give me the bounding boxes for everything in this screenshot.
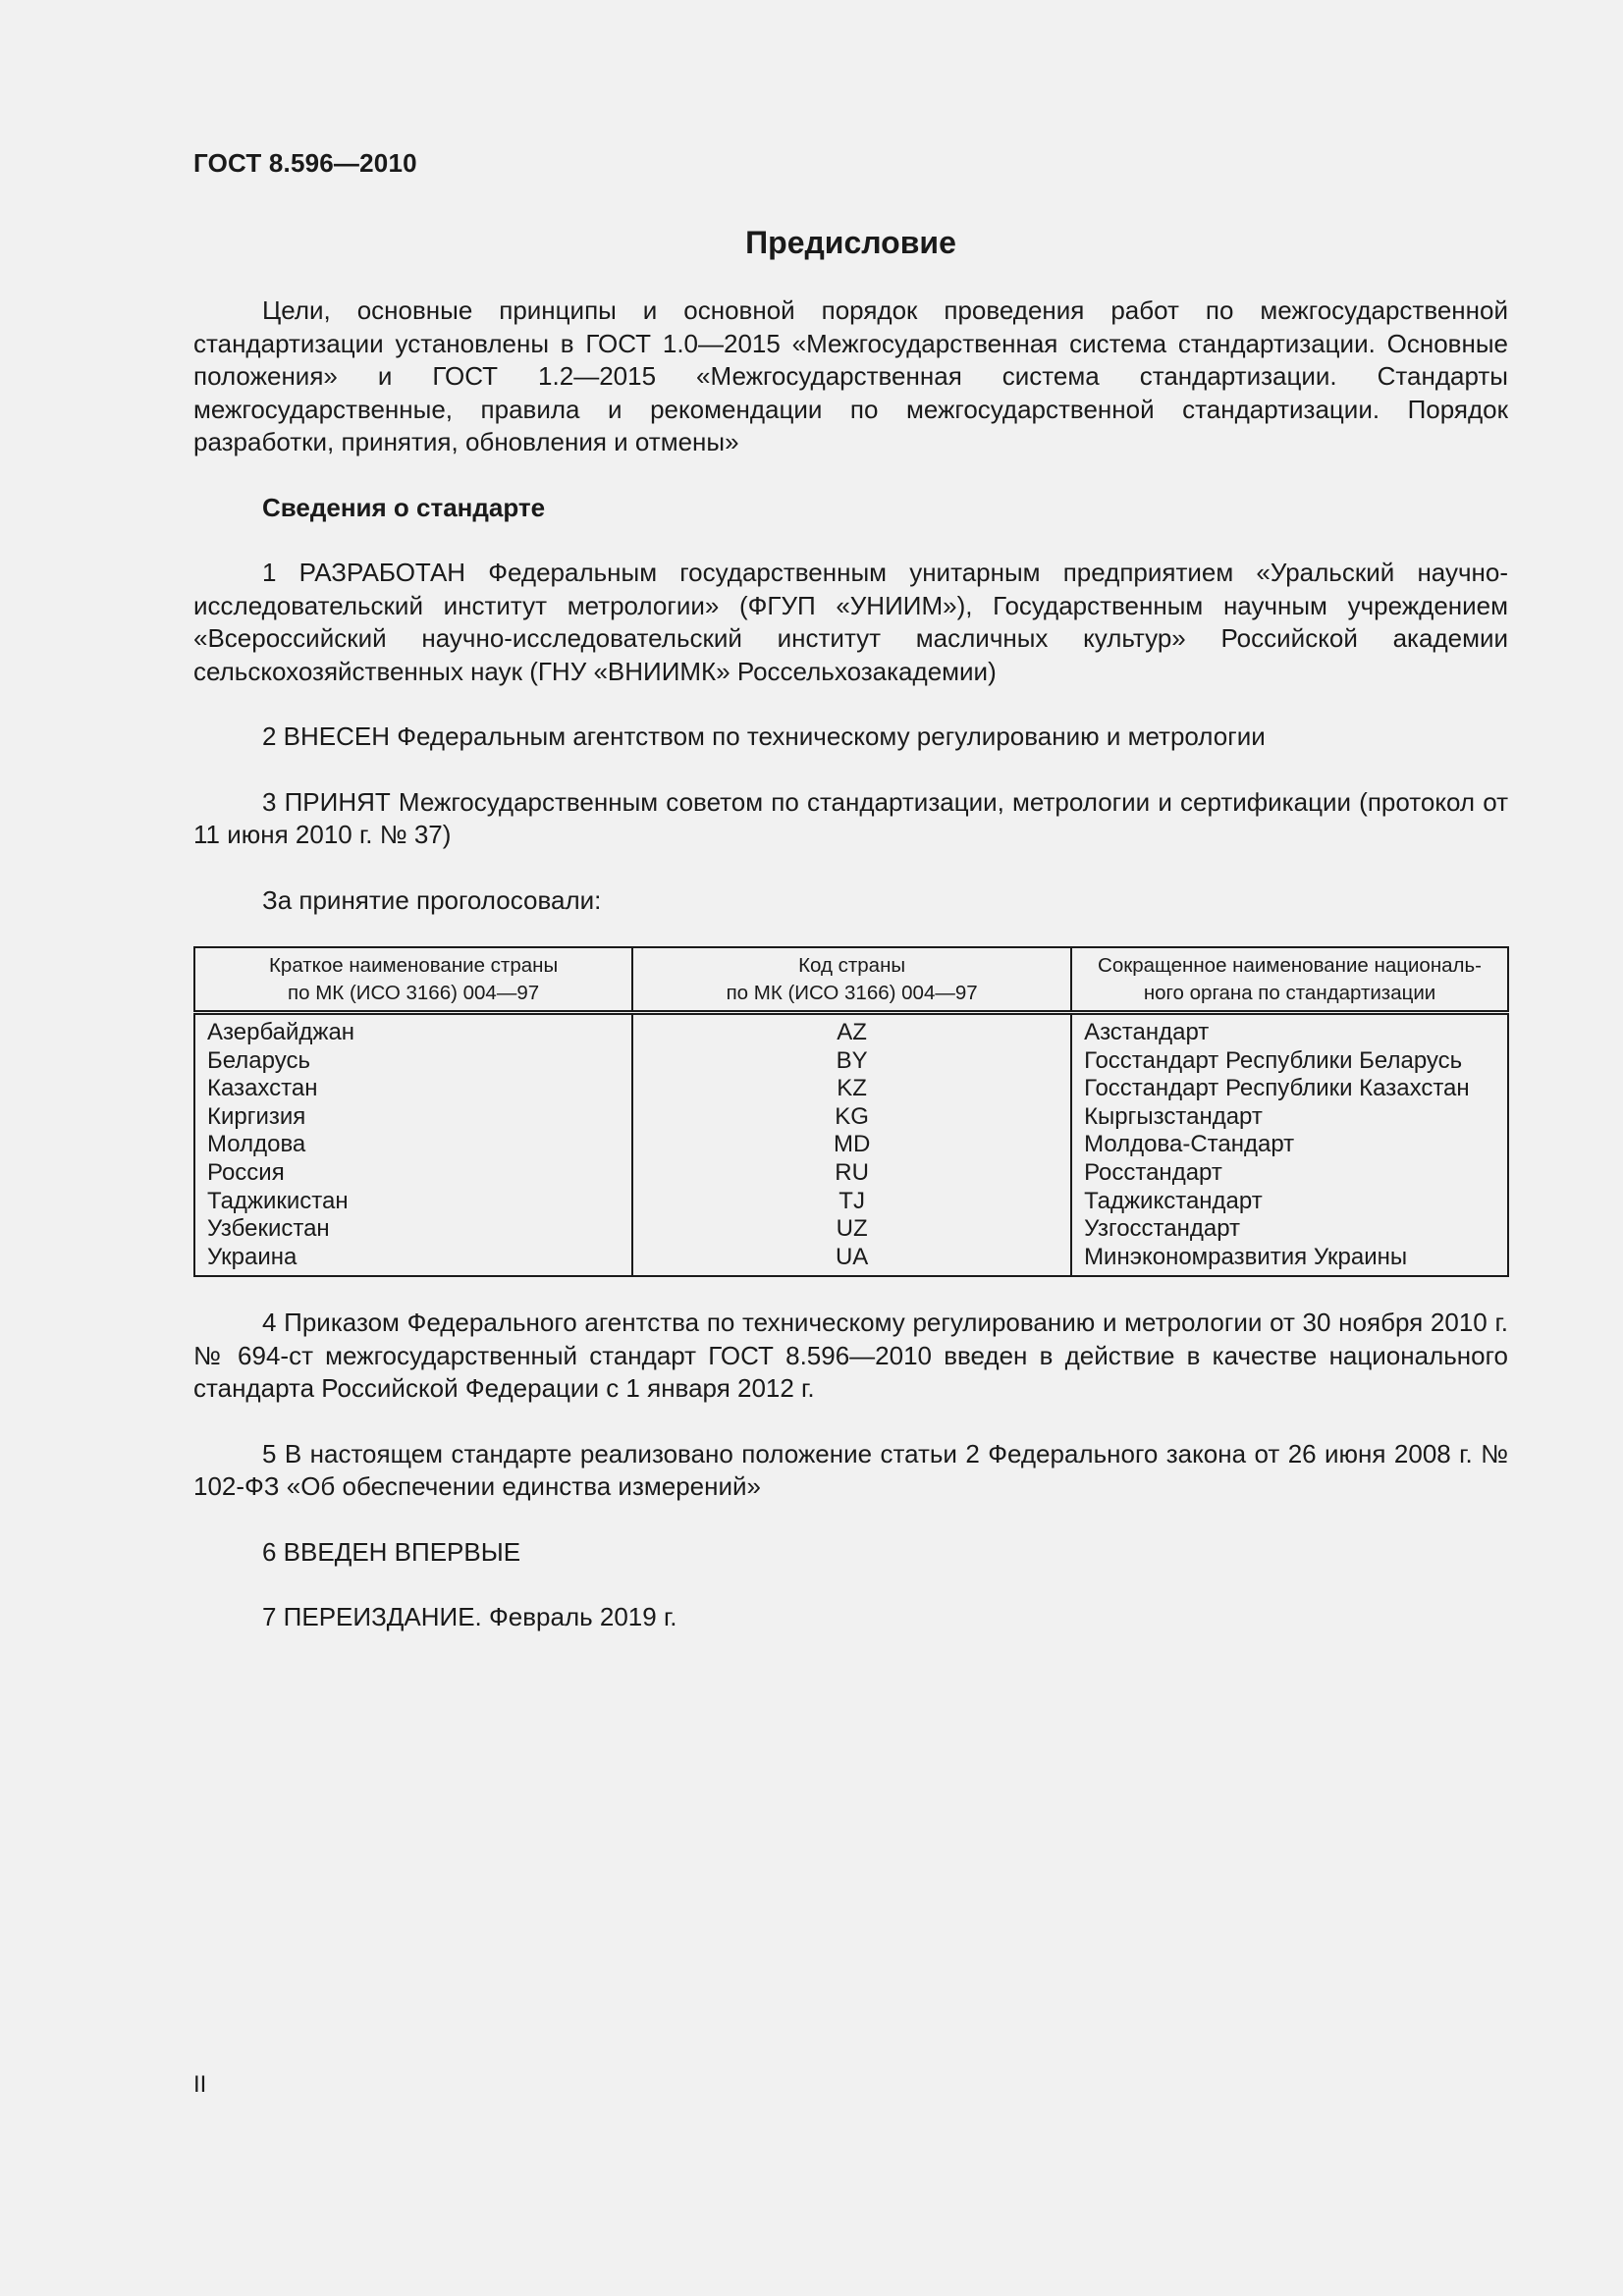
page-number: II: [193, 2071, 207, 2098]
table-row: [194, 1188, 1508, 1216]
standards-body-cell: Росстандарт: [1071, 1159, 1508, 1188]
item-1-developed: 1 РАЗРАБОТАН Федеральным государственным унитарным предприятием «Уральский научно-исследовательский институт метрологии» (ФГУП «УНИИМ»), Государственным научным учреждением «Всероссийский научно-исследовательский институт масличных культур» Российской академии сельскохозяйственных наук (ГНУ «ВНИИМК» Россельхозакадемии): [193, 558, 1508, 686]
country-cell: Молдова: [194, 1131, 632, 1159]
column-header-country-line1: Краткое наименование страны: [268, 954, 559, 977]
standards-body-cell: Узгосстандарт: [1071, 1215, 1508, 1244]
country-cell: Казахстан: [194, 1075, 632, 1103]
standards-body-cell: Кыргызстандарт: [1071, 1103, 1508, 1132]
column-header-body-line2: ного органа по стандартизации: [1143, 982, 1436, 1004]
document-body: [193, 294, 1508, 1634]
country-cell: Киргизия: [194, 1103, 632, 1132]
code-cell: TJ: [632, 1188, 1071, 1216]
table-row: [194, 1244, 1508, 1277]
standards-body-cell: Госстандарт Республики Беларусь: [1071, 1047, 1508, 1076]
table-row: [194, 1047, 1508, 1076]
standards-body-cell: Таджикстандарт: [1071, 1188, 1508, 1216]
code-cell: BY: [632, 1047, 1071, 1076]
table-row: [194, 1075, 1508, 1103]
document-code: ГОСТ 8.596—2010: [193, 148, 417, 178]
table-row: [194, 1159, 1508, 1188]
column-header-body-line1: Сокращенное наименование националь-: [1098, 954, 1483, 977]
code-cell: RU: [632, 1159, 1071, 1188]
standards-body-cell: Госстандарт Республики Казахстан: [1071, 1075, 1508, 1103]
intro-paragraph: Цели, основные принципы и основной порядок проведения работ по межгосударственной стандартизации установлены в ГОСТ 1.0—2015 «Межгосударственная система стандартизации. Основные положения» и ГОСТ 1.2—2015 «Межгосударственная система стандартизации. Стандарты межгосударственные, правила и рекомендации по межгосударственной стандартизации. Порядок разработки, принятия, обновления и отмены»: [193, 295, 1508, 456]
item-5-law: 5 В настоящем стандарте реализовано положение статьи 2 Федерального закона от 26 июня 2008 г. № 102-ФЗ «Об обеспечении единства измерений»: [193, 1438, 1508, 1502]
document-page: [193, 0, 1508, 2296]
country-cell: Азербайджан: [194, 1013, 632, 1047]
table-row: [194, 1215, 1508, 1244]
standards-body-cell: Молдова-Стандарт: [1071, 1131, 1508, 1159]
code-cell: UZ: [632, 1215, 1071, 1244]
column-header-code-line1: Код страны: [798, 954, 906, 977]
standards-body-cell: Азстандарт: [1071, 1013, 1508, 1047]
column-header-country-line2: по МК (ИСО 3166) 004—97: [288, 982, 540, 1004]
item-3-adopted: 3 ПРИНЯТ Межгосударственным советом по стандартизации, метрологии и сертификации (протокол от 11 июня 2010 г. № 37): [193, 786, 1508, 849]
country-cell: Узбекистан: [194, 1215, 632, 1244]
table-header-row: [194, 947, 1508, 1013]
page-title: Предисловие: [745, 225, 956, 260]
code-cell: KZ: [632, 1075, 1071, 1103]
column-header-standards-body: [1071, 947, 1508, 1013]
item-7-reissue: 7 ПЕРЕИЗДАНИЕ. Февраль 2019 г.: [262, 1602, 677, 1632]
country-cell: Россия: [194, 1159, 632, 1188]
standards-body-cell: Минэкономразвития Украины: [1071, 1244, 1508, 1277]
column-header-code: [632, 947, 1071, 1013]
code-cell: KG: [632, 1103, 1071, 1132]
vote-intro: За принятие проголосовали:: [262, 884, 602, 915]
item-2-introduced: 2 ВНЕСЕН Федеральным агентством по техническому регулированию и метрологии: [262, 721, 1266, 751]
country-cell: Беларусь: [194, 1047, 632, 1076]
code-cell: AZ: [632, 1013, 1071, 1047]
column-header-code-line2: по МК (ИСО 3166) 004—97: [726, 982, 978, 1004]
column-header-country: [194, 947, 632, 1013]
code-cell: UA: [632, 1244, 1071, 1277]
table-row: [194, 1131, 1508, 1159]
country-cell: Таджикистан: [194, 1188, 632, 1216]
item-4-order: 4 Приказом Федерального агентства по техническому регулированию и метрологии от 30 ноября 2010 г. № 694-ст межгосударственный стандарт ГОСТ 8.596—2010 введен в действие в качестве национального стандарта Российской Федерации с 1 января 2012 г.: [193, 1308, 1508, 1404]
table-row: [194, 1103, 1508, 1132]
item-6-first-introduced: 6 ВВЕДЕН ВПЕРВЫЕ: [262, 1536, 521, 1567]
country-cell: Украина: [194, 1244, 632, 1277]
code-cell: MD: [632, 1131, 1071, 1159]
section-heading: Сведения о стандарте: [262, 492, 546, 522]
table-row: [194, 1013, 1508, 1047]
voting-countries-table: [193, 946, 1509, 1277]
